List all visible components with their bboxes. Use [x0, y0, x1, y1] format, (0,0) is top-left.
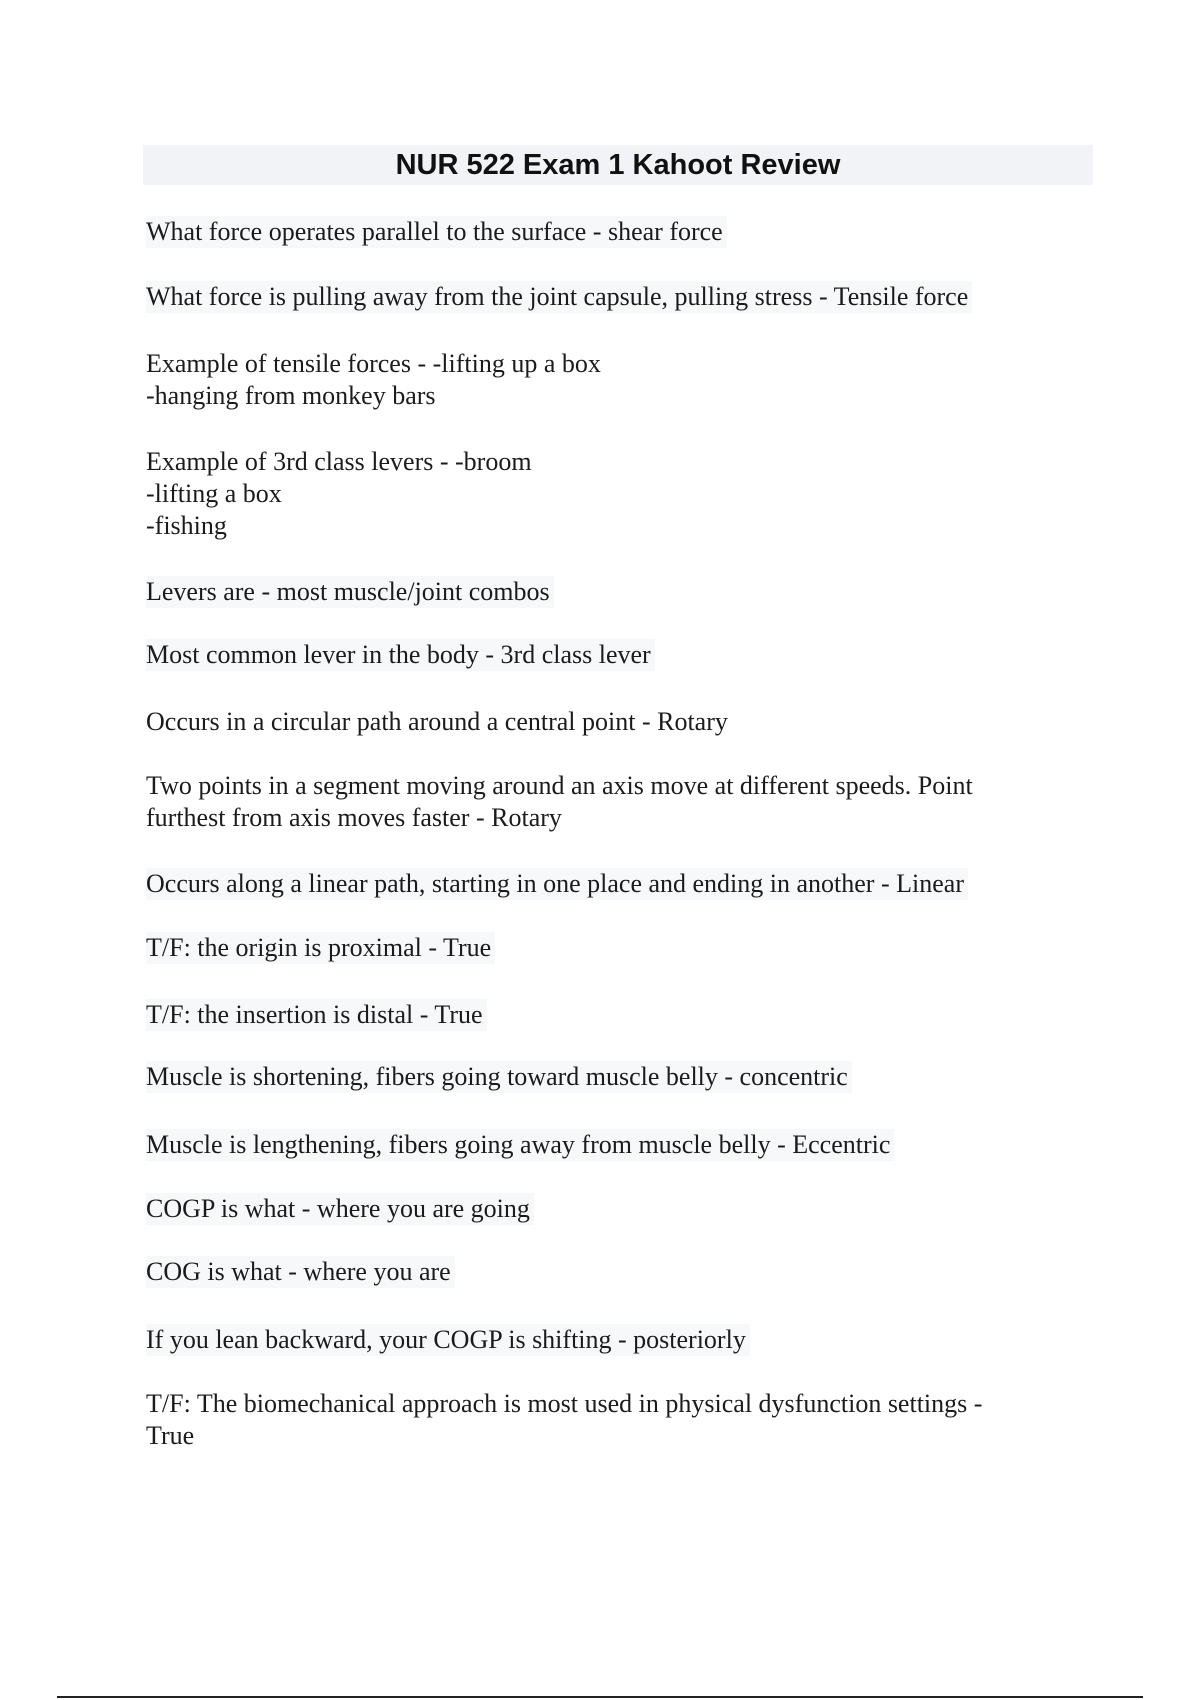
qa-item-11: T/F: the insertion is distal - True: [146, 999, 487, 1031]
qa-item-16: If you lean backward, your COGP is shifting - posteriorly: [146, 1324, 750, 1356]
qa-item-6: Most common lever in the body - 3rd class lever: [146, 639, 655, 671]
qa-item-14: COGP is what - where you are going: [146, 1193, 534, 1225]
qa-item-7: Occurs in a circular path around a central point - Rotary: [146, 707, 728, 736]
qa-item-2: What force is pulling away from the joint capsule, pulling stress - Tensile force: [146, 281, 972, 313]
footer-rule: [57, 1696, 1143, 1698]
qa-item-12: Muscle is shortening, fibers going toward muscle belly - concentric: [146, 1061, 852, 1093]
qa-item-4: Example of 3rd class levers - -broom -lifting a box -fishing: [146, 447, 532, 540]
qa-item-17: T/F: The biomechanical approach is most used in physical dysfunction settings - True: [146, 1389, 983, 1450]
qa-item-13: Muscle is lengthening, fibers going away from muscle belly - Eccentric: [146, 1129, 894, 1161]
qa-item-15: COG is what - where you are: [146, 1256, 455, 1288]
qa-item-5: Levers are - most muscle/joint combos: [146, 576, 554, 608]
qa-item-10: T/F: the origin is proximal - True: [146, 932, 495, 964]
qa-item-8: Two points in a segment moving around an axis move at different speeds. Point furthest from axis moves faster - Rotary: [146, 771, 973, 832]
qa-item-9: Occurs along a linear path, starting in one place and ending in another - Linear: [146, 868, 968, 900]
qa-item-1: What force operates parallel to the surface - shear force: [146, 216, 727, 248]
page-title: NUR 522 Exam 1 Kahoot Review: [395, 149, 841, 181]
qa-item-3: Example of tensile forces - -lifting up a box -hanging from monkey bars: [146, 349, 601, 410]
